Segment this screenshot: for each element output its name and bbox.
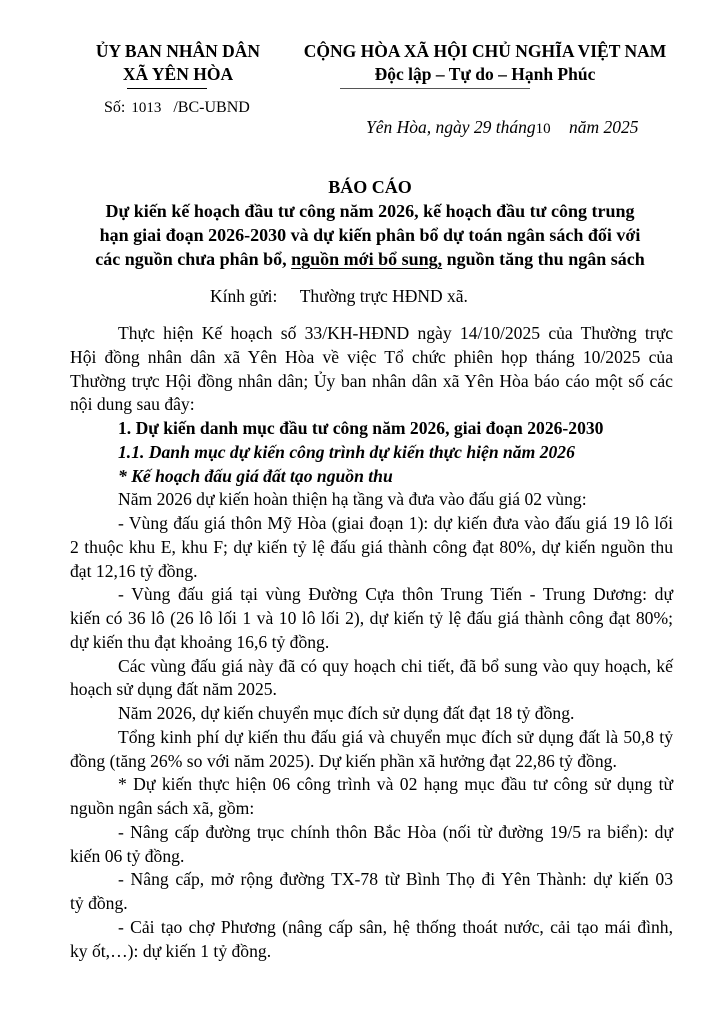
text-line: đạt 12,16 tỷ đồng. bbox=[70, 560, 198, 581]
section-heading bbox=[70, 417, 673, 441]
text-line: Các vùng đấu giá này đã có quy hoạch chi tiết, đã bổ sung vào quy hoạch, kế bbox=[118, 655, 673, 676]
date-month: 10 bbox=[535, 121, 551, 137]
title-segment: các nguồn chưa phân bổ, bbox=[95, 249, 292, 269]
paragraph bbox=[70, 726, 673, 774]
paragraph bbox=[70, 488, 673, 512]
report-type: BÁO CÁO bbox=[328, 177, 412, 197]
date-place: Yên Hòa, ngày bbox=[366, 117, 470, 137]
paragraph bbox=[70, 512, 673, 583]
text-line: - Cải tạo chợ Phương (nâng cấp sân, hệ thống thoát nước, cải tạo mái đình, bbox=[118, 916, 673, 937]
text-line: 1.1. Danh mục dự kiến công trình dự kiến thực hiện năm 2026 bbox=[118, 441, 575, 462]
text-line: - Vùng đấu giá thôn Mỹ Hòa (giai đoạn 1): dự kiến đưa vào đấu giá 19 lô lối bbox=[118, 513, 673, 533]
motto-divider bbox=[340, 88, 530, 89]
recipient-value: Thường trực HĐND xã. bbox=[299, 286, 468, 306]
report-title-line-2: hạn giai đoạn 2026-2030 và dự kiến phân bổ dự toán ngân sách đối với bbox=[99, 225, 641, 245]
paragraph bbox=[70, 916, 673, 964]
text-line: dự kiến thu đạt khoảng 16,6 tỷ đồng. bbox=[70, 631, 330, 652]
text-line: Năm 2026, dự kiến chuyển mục đích sử dụng đất đạt 18 tỷ đồng. bbox=[118, 703, 575, 723]
text-line: 2 thuộc khu E, khu F; dự kiến tỷ lệ đấu giá thành công đạt 80%, dự kiến nguồn thu bbox=[70, 536, 673, 557]
text-line: Hội đồng nhân dân xã Yên Hòa về việc Tổ chức phiên họp tháng 10/2025 của bbox=[70, 346, 673, 367]
text-line: tỷ đồng. bbox=[70, 893, 128, 913]
report-body bbox=[70, 322, 673, 963]
text-line: * Kế hoạch đấu giá đất tạo nguồn thu bbox=[118, 465, 393, 486]
report-title-line-1: Dự kiến kế hoạch đầu tư công năm 2026, kế hoạch đầu tư công trung bbox=[105, 201, 635, 221]
national-motto: Độc lập – Tự do – Hạnh Phúc bbox=[374, 64, 596, 84]
paragraph bbox=[70, 821, 673, 869]
recipient-label: Kính gửi: bbox=[210, 286, 278, 306]
date-year-label: năm bbox=[569, 117, 600, 137]
text-line: Tổng kinh phí dự kiến thu đấu giá và chuyển mục đích sử dụng đất là 50,8 tỷ bbox=[118, 726, 673, 747]
date-day: 29 bbox=[473, 117, 492, 137]
issue-date bbox=[366, 117, 639, 138]
document-number bbox=[104, 99, 250, 117]
number-label: Số: bbox=[104, 99, 126, 116]
date-year: 2025 bbox=[603, 117, 639, 137]
issuing-organization: ỦY BAN NHÂN DÂN bbox=[95, 41, 261, 61]
text-line: nguồn ngân sách xã, gồm: bbox=[70, 798, 255, 818]
text-line: hoạch sử dụng đất năm 2025. bbox=[70, 679, 277, 700]
paragraph bbox=[70, 322, 673, 417]
paragraph bbox=[70, 702, 673, 726]
text-line: nội dung sau đây: bbox=[70, 394, 195, 415]
paragraph bbox=[70, 773, 673, 821]
text-line: 1. Dự kiến danh mục đầu tư công năm 2026, giai đoạn 2026-2030 bbox=[118, 418, 604, 438]
date-month-label: tháng bbox=[495, 117, 536, 137]
title-segment: nguồn tăng thu ngân sách bbox=[442, 249, 645, 269]
text-line: đồng (tăng 26% so với năm 2025). Dự kiến phần xã hưởng đạt 22,86 tỷ đồng. bbox=[70, 750, 617, 771]
section-heading bbox=[70, 441, 673, 465]
text-line: * Dự kiến thực hiện 06 công trình và 02 hạng mục đầu tư công sử dụng từ bbox=[118, 774, 673, 795]
text-line: Năm 2026 dự kiến hoàn thiện hạ tầng và đưa vào đấu giá 02 vùng: bbox=[118, 489, 587, 510]
text-line: ky ốt,…): dự kiến 1 tỷ đồng. bbox=[70, 940, 272, 961]
paragraph bbox=[70, 868, 673, 916]
text-line: - Nâng cấp, mở rộng đường TX-78 từ Bình Thọ đi Yên Thành: dự kiến 03 bbox=[118, 869, 673, 890]
text-line: kiến 06 tỷ đồng. bbox=[70, 845, 185, 866]
text-line: - Nâng cấp đường trục chính thôn Bắc Hòa (nối từ đường 19/5 ra biển): dự bbox=[118, 821, 673, 842]
title-underlined-segment: nguồn mới bổ sung, bbox=[291, 249, 443, 269]
recipient bbox=[210, 286, 468, 307]
number-value: 1013 bbox=[131, 100, 162, 116]
text-line: - Vùng đấu giá tại vùng Đường Cựa thôn Trung Tiến - Trung Dương: dự bbox=[118, 584, 673, 605]
text-line: kiến có 36 lô (26 lô lối 1 và 10 lô lối 2), dự kiến tỷ lệ đấu giá thành công đạt 80%; bbox=[70, 608, 673, 628]
text-line: Thường trực Hội đồng nhân dân; Ủy ban nhân dân xã Yên Hòa báo cáo một số các bbox=[70, 370, 673, 391]
report-title-line-3 bbox=[60, 249, 680, 270]
paragraph bbox=[70, 655, 673, 703]
header-divider bbox=[127, 88, 207, 89]
text-line: Thực hiện Kế hoạch số 33/KH-HĐND ngày 14/10/2025 của Thường trực bbox=[118, 323, 673, 343]
section-heading bbox=[70, 465, 673, 489]
commune-name: XÃ YÊN HÒA bbox=[122, 64, 234, 84]
number-suffix: /BC-UBND bbox=[173, 99, 250, 116]
national-title: CỘNG HÒA XÃ HỘI CHỦ NGHĨA VIỆT NAM bbox=[303, 41, 667, 61]
paragraph bbox=[70, 583, 673, 654]
